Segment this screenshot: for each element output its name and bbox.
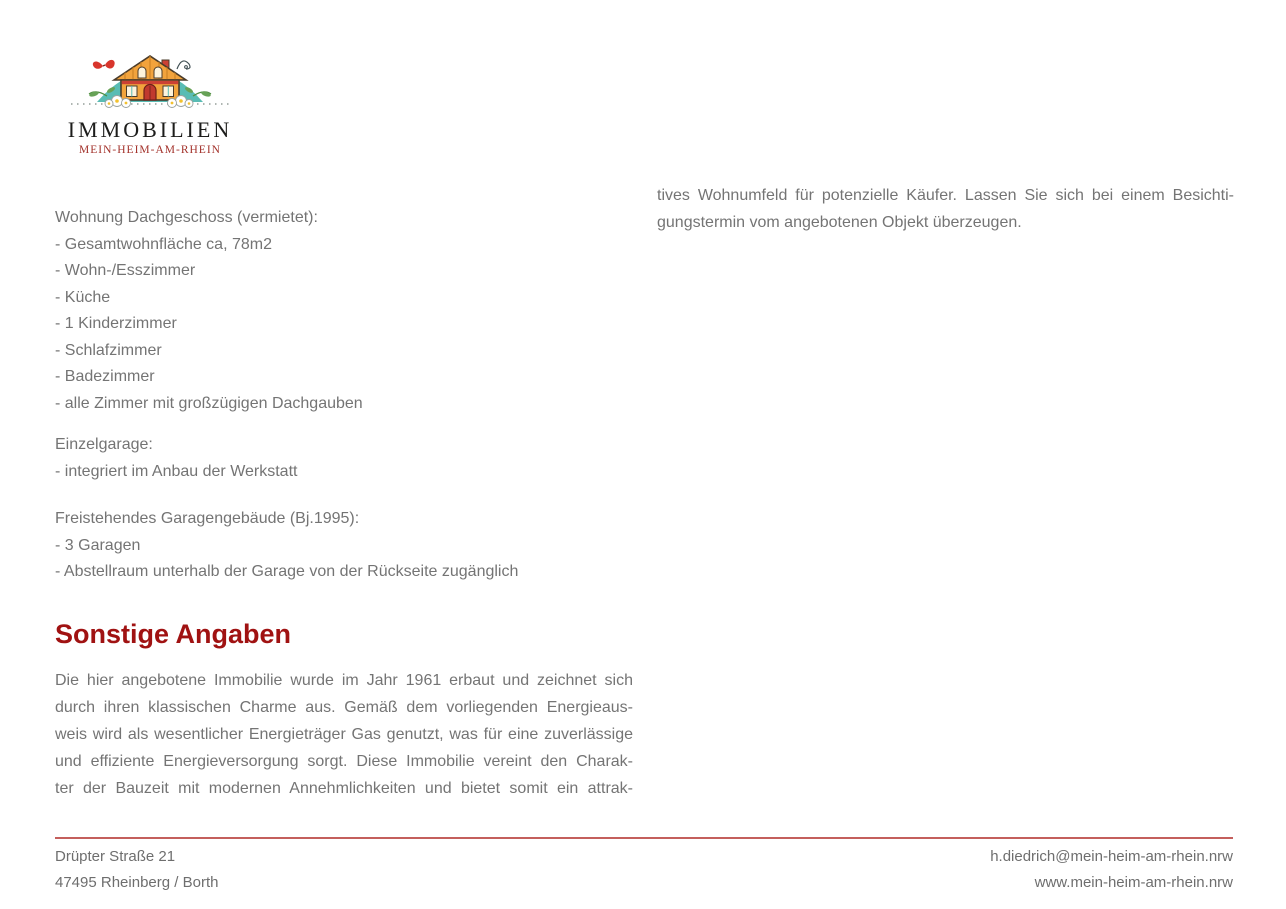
paragraph-line: Die hier angebotene Immobilie wurde im Jahr 1961 erbaut und zeichnet sich <box>55 672 633 689</box>
list-item: - Abstellraum unterhalb der Garage von der Rückseite zugänglich <box>55 563 519 580</box>
footer-address <box>55 844 218 896</box>
paragraph-line: weis wird als wesentlicher Energieträger Gas genutzt, was für eine zuverlässige <box>55 726 633 743</box>
list-item: - Schlafzimmer <box>55 341 162 359</box>
footer-email: h.diedrich@mein-heim-am-rhein.nrw <box>990 848 1233 865</box>
cottage-house-illustration-icon <box>67 54 233 111</box>
single-garage-section <box>55 432 633 485</box>
footer-divider <box>55 837 1233 839</box>
single-garage-title: Einzelgarage: <box>55 436 153 453</box>
paragraph-line: und effiziente Energieversorgung sorgt. Diese Immobilie vereint den Charak- <box>55 753 633 770</box>
paragraph-line: tives Wohnumfeld für potenzielle Käufer. Lassen Sie sich bei einem Besichti- <box>657 187 1234 204</box>
footer-address-city: 47495 Rheinberg / Borth <box>55 874 219 891</box>
footer-website: www.mein-heim-am-rhein.nrw <box>1034 874 1233 891</box>
company-logo <box>67 54 233 156</box>
paragraph-line: gungstermin vom angebotenen Objekt überzeugen. <box>657 214 1022 231</box>
footer-contact <box>990 844 1233 896</box>
list-item: - 1 Kinderzimmer <box>55 315 177 332</box>
list-item: - 3 Garagen <box>55 536 141 554</box>
list-item: - Küche <box>55 288 111 306</box>
logo-title: IMMOBILIEN <box>67 117 233 142</box>
paragraph-line: durch ihren klassischen Charme aus. Gemäß dem vorliegenden Energieaus- <box>55 699 633 716</box>
garage-building-title: Freistehendes Garagengebäude (Bj.1995): <box>55 510 360 527</box>
list-item: - Wohn-/Esszimmer <box>55 262 196 279</box>
section-heading: Sonstige Angaben <box>55 619 292 649</box>
paragraph-line: ter der Bauzeit mit modernen Annehmlichkeiten und bietet somit ein attrak- <box>55 780 633 797</box>
list-item: - integriert im Anbau der Werkstatt <box>55 462 298 480</box>
apartment-section <box>55 205 633 417</box>
list-item: - alle Zimmer mit großzügigen Dachgauben <box>55 394 363 412</box>
garage-building-section <box>55 506 633 586</box>
list-item: - Gesamtwohnfläche ca, 78m2 <box>55 235 272 253</box>
apartment-section-title: Wohnung Dachgeschoss (vermietet): <box>55 209 318 226</box>
list-item: - Badezimmer <box>55 368 155 385</box>
left-paragraph <box>55 667 633 802</box>
right-paragraph <box>657 182 1234 236</box>
footer-address-street: Drüpter Straße 21 <box>55 848 176 865</box>
logo-subtitle: MEIN-HEIM-AM-RHEIN <box>79 144 221 156</box>
